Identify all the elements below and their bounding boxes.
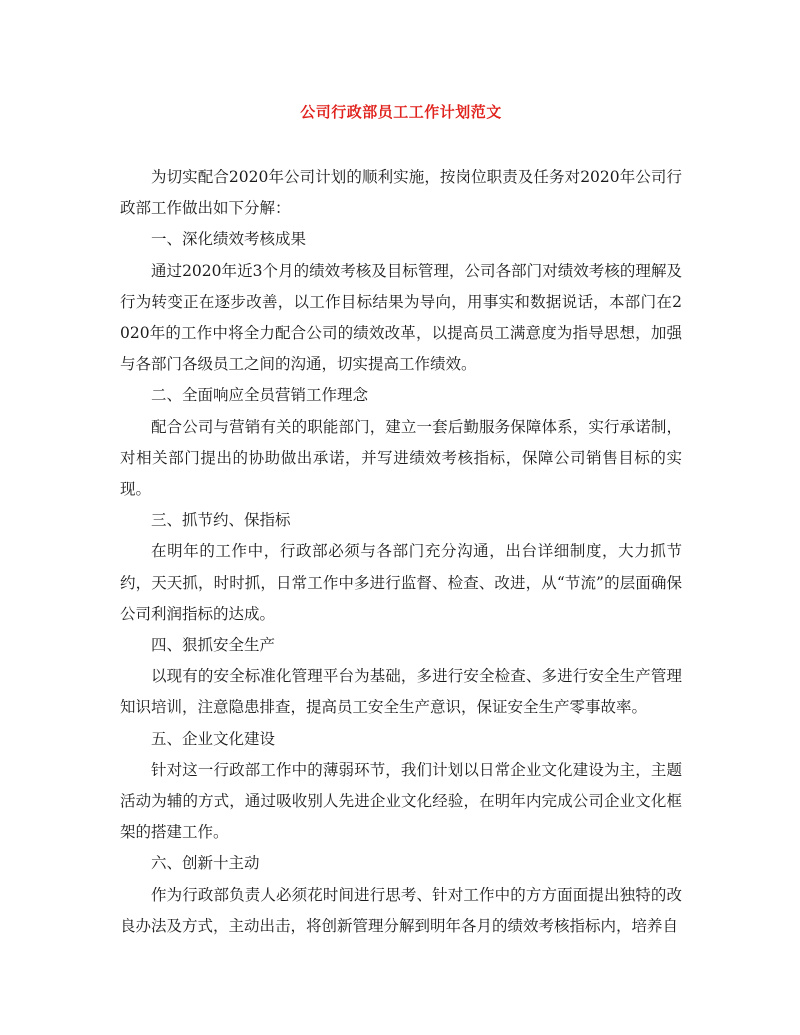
section-heading: 二、全面响应全员营销工作理念 — [151, 386, 369, 405]
section-body: 配合公司与营销有关的职能部门，建立一套后勤服务保障体系，实行承诺制，对相关部门提出的协助做出承诺，并写进绩效考核指标，保障公司销售目标的实现。 — [120, 417, 682, 499]
section-3 — [120, 505, 682, 630]
section-1 — [120, 224, 682, 380]
section-body: 针对这一行政部工作中的薄弱环节，我们计划以日常企业文化建设为主，主题活动为辅的方式，通过吸收别人先进企业文化经验，在明年内完成公司企业文化框架的搭建工作。 — [120, 760, 682, 842]
intro-paragraph: 为切实配合2020年公司计划的顺利实施，按岗位职责及任务对2020年公司行政部工作做出如下分解： — [120, 168, 682, 218]
section-heading: 三、抓节约、保指标 — [151, 511, 291, 530]
section-2 — [120, 380, 682, 505]
document-page — [120, 100, 682, 942]
section-heading: 五、企业文化建设 — [151, 729, 276, 748]
section-body: 以现有的安全标准化管理平台为基础，多进行安全检查、多进行安全生产管理知识培训，注意隐患排查，提高员工安全生产意识，保证安全生产零事故率。 — [120, 667, 682, 717]
section-6 — [120, 848, 682, 942]
section-heading: 六、创新十主动 — [151, 854, 260, 873]
section-body: 作为行政部负责人必须花时间进行思考、针对工作中的方方面面提出独特的改良办法及方式，主动出击，将创新管理分解到明年各月的绩效考核指标内，培养自 — [120, 885, 682, 935]
section-heading: 一、深化绩效考核成果 — [151, 230, 307, 249]
section-body: 通过2020年近3个月的绩效考核及目标管理，公司各部门对绩效考核的理解及行为转变正在逐步改善，以工作目标结果为导向，用事实和数据说话，本部门在2020年的工作中将全力配合公司的绩效改革，以提高员工满意度为指导思想，加强与各部门各级员工之间的沟通，切实提高工作绩效。 — [120, 261, 682, 374]
section-4 — [120, 630, 682, 724]
document-title: 公司行政部员工工作计划范文 — [300, 103, 502, 121]
section-5 — [120, 724, 682, 849]
section-heading: 四、狠抓安全生产 — [151, 636, 276, 655]
section-body: 在明年的工作中，行政部必须与各部门充分沟通，出台详细制度，大力抓节约，天天抓，时时抓，日常工作中多进行监督、检查、改进，从“节流”的层面确保公司利润指标的达成。 — [120, 542, 682, 623]
